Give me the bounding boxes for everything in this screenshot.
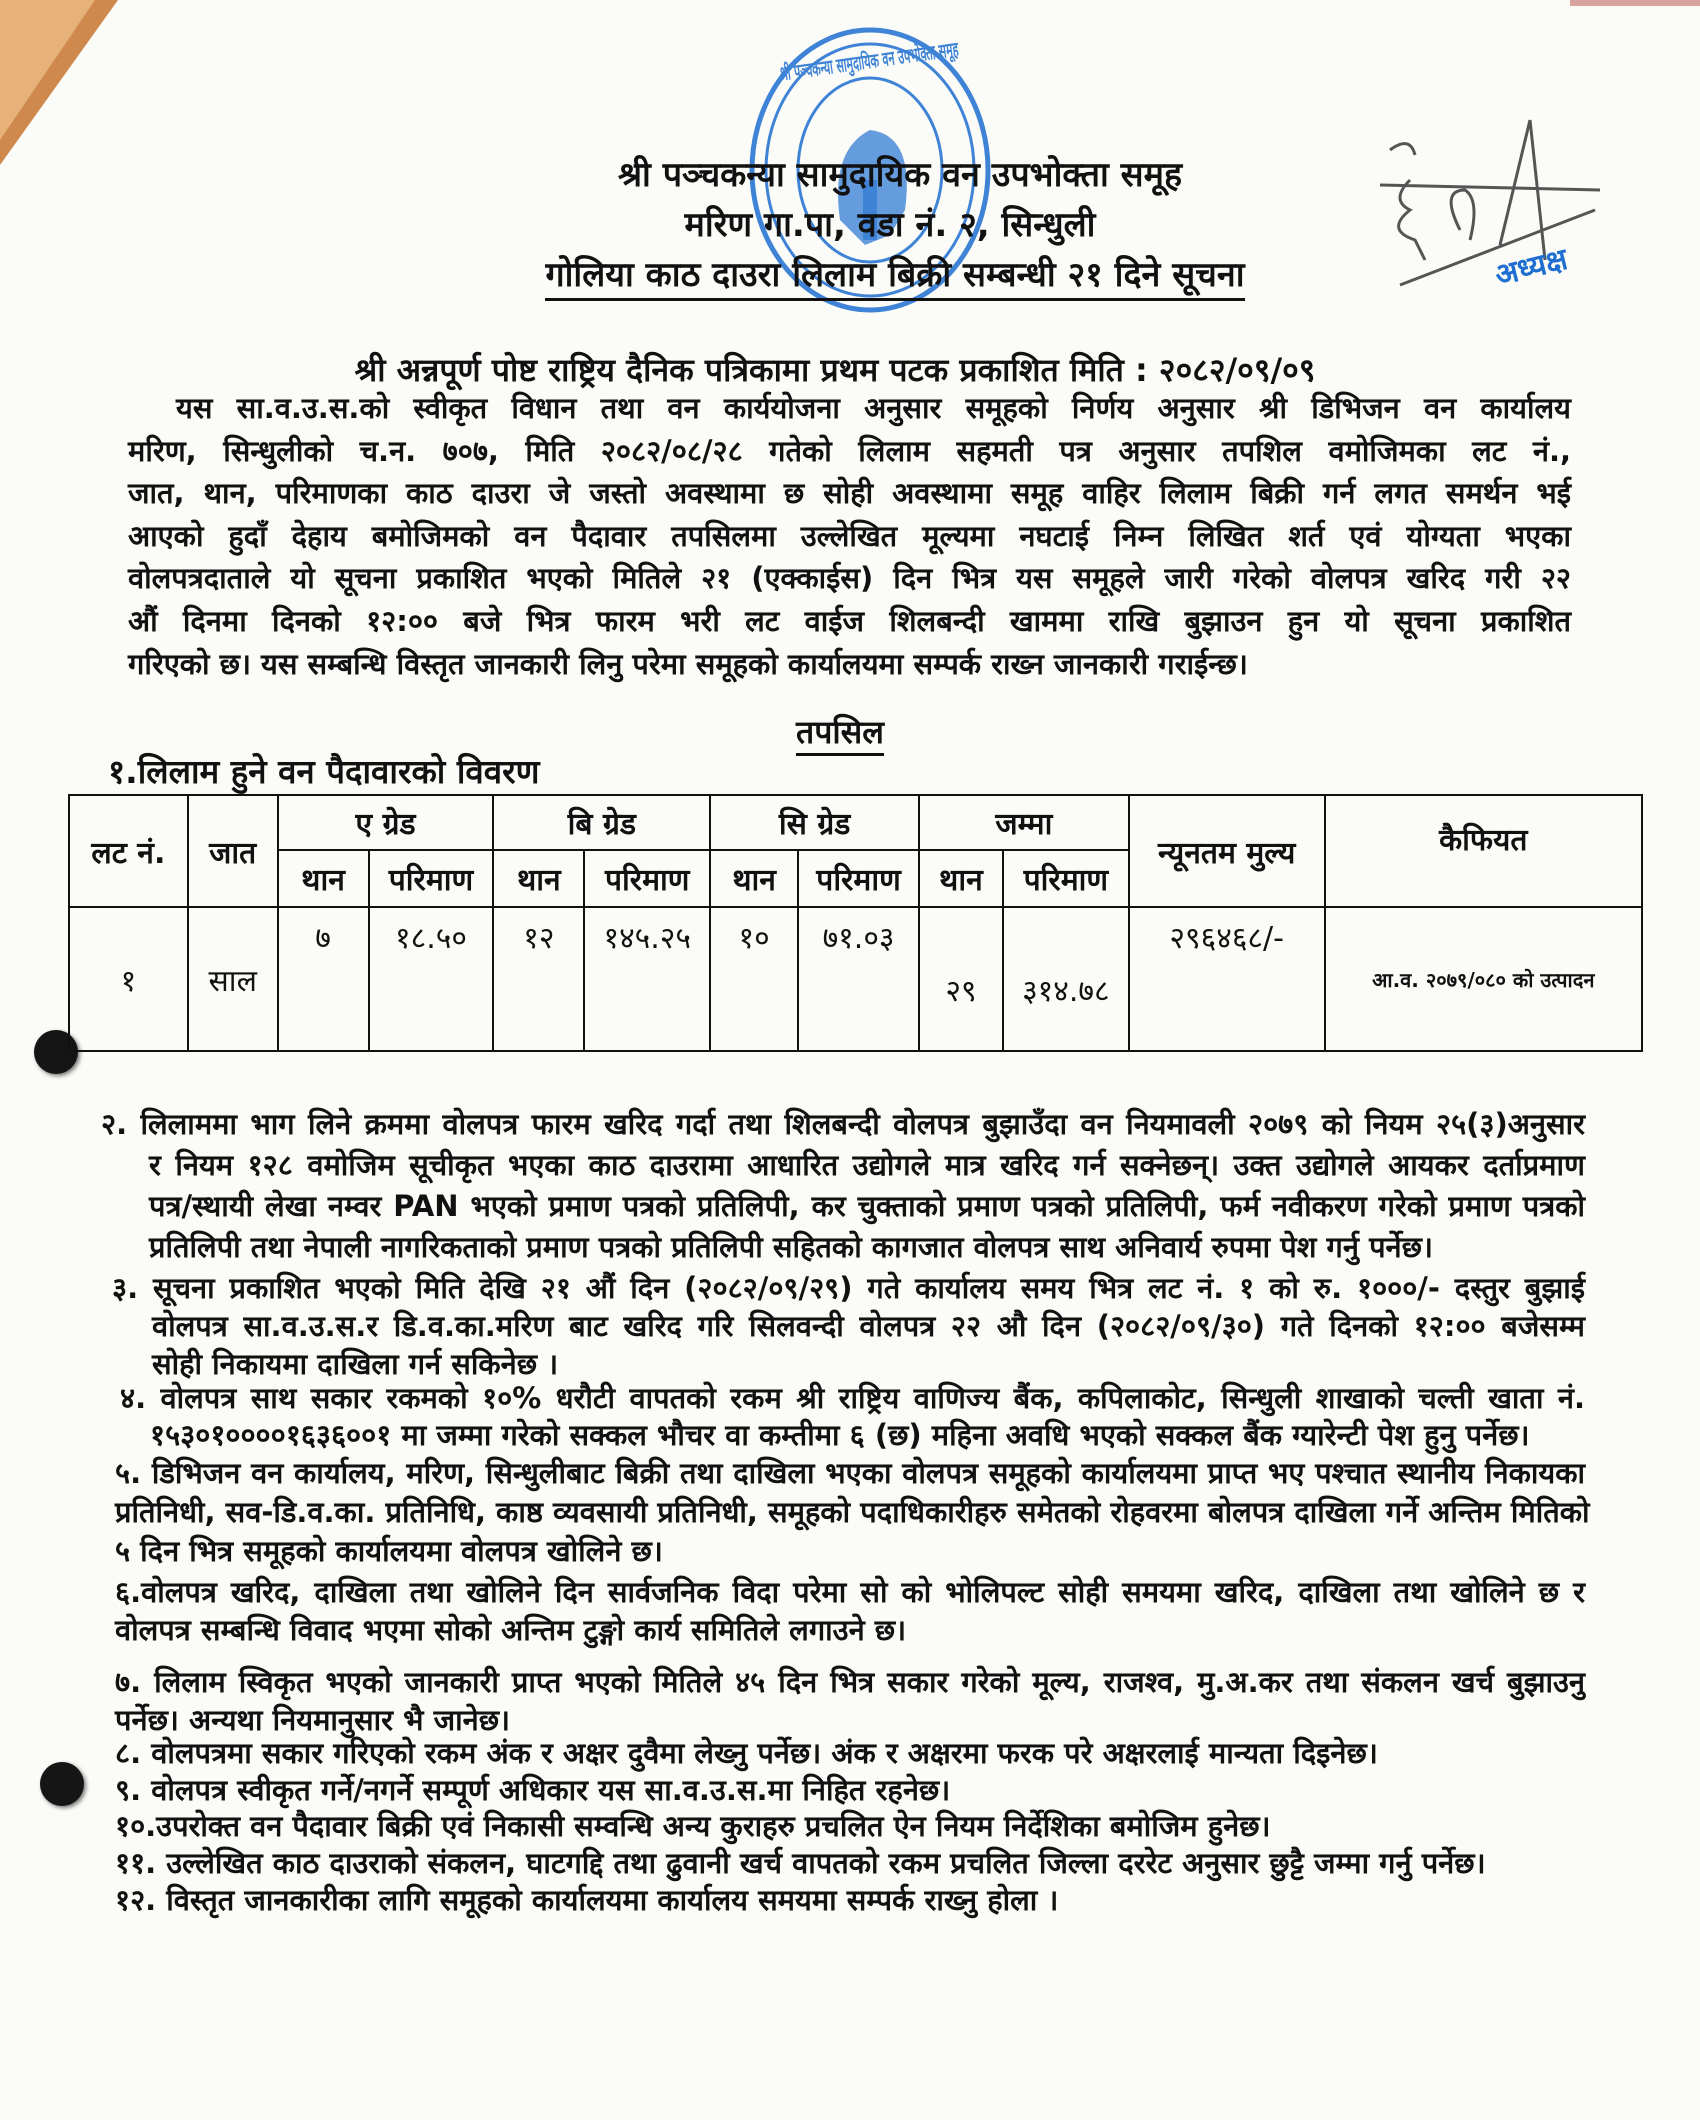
cell-b-pieces: १२ — [493, 907, 584, 1051]
condition-line: ३. सूचना प्रकाशित भएको मिति देखि २१ औं दिन (२०८२/०९/२९) गते कार्यालय समय भित्र लट नं. १ को रु. १०००/- दस्तुर बुझाई — [112, 1271, 1585, 1305]
col-b-volume: परिमाण — [584, 850, 710, 907]
publication-line-text: श्री अन्नपूर्ण पोष्ट राष्ट्रिय दैनिक पत्रिकामा प्रथम पटक प्रकाशित मिति : २०८२/०९/०९ — [354, 351, 1316, 389]
condition-line: सोही निकायमा दाखिला गर्न सकिनेछ । — [152, 1347, 559, 1381]
notice-title — [0, 250, 1700, 301]
intro-line: मरिण, सिन्धुलीको च.न. ७०७, मिति २०८२/०८/२८ गतेको लिलाम सहमती पत्र अनुसार तपशिल वमोजिमका लट नं., — [128, 433, 1571, 468]
cell-species: साल — [188, 907, 278, 1051]
intro-line: यस सा.व.उ.स.को स्वीकृत विधान तथा वन कार्ययोजना अनुसार समूहको निर्णय अनुसार श्री डिभिजन वन कार्यालय — [176, 391, 1571, 425]
condition-line: वोलपत्र सा.व.उ.स.र डि.व.का.मरिण बाट खरिद गरि सिलवन्दी वोलपत्र २२ औ दिन (२०८२/०९/३०) गते दिनको १२:०० बजेसम्म — [152, 1309, 1585, 1343]
condition-line: ९. वोलपत्र स्वीकृत गर्ने/नगर्ने सम्पूर्ण अधिकार यस सा.व.उ.स.मा निहित रहनेछ। — [115, 1773, 951, 1807]
col-species: जात — [188, 795, 278, 907]
col-remarks: कैफियत — [1325, 795, 1642, 907]
col-total: जम्मा — [919, 795, 1129, 850]
forest-products-table — [68, 794, 1643, 1052]
col-lot-no: लट नं. — [69, 795, 188, 907]
condition-line: २. लिलाममा भाग लिने क्रममा वोलपत्र फारम खरिद गर्दा तथा शिलबन्दी वोलपत्र बुझाउँदा वन नियमावली २०७९ को नियम २५(३)अनुसार — [101, 1107, 1585, 1141]
condition-line: ११. उल्लेखित काठ दाउराको संकलन, घाटगद्दि तथा ढुवानी खर्च वापतको रकम प्रचलित जिल्ला दररेट अनुसार छुट्टै जम्मा गर्नु पर्नेछ। — [115, 1846, 1486, 1880]
cell-lot-no: १ — [69, 907, 188, 1051]
col-c-pieces: थान — [710, 850, 798, 907]
cell-c-volume: ७१.०३ — [798, 907, 919, 1051]
col-total-volume: परिमाण — [1003, 850, 1129, 907]
col-c-volume: परिमाण — [798, 850, 919, 907]
punch-hole — [40, 1762, 84, 1806]
col-a-pieces: थान — [278, 850, 369, 907]
condition-line: ६.वोलपत्र खरिद, दाखिला तथा खोलिने दिन सार्वजनिक विदा परेमा सो को भोलिपल्ट सोही समयमा खरिद, दाखिला तथा खोलिने छ र — [115, 1575, 1585, 1609]
cell-a-pieces: ७ — [278, 907, 369, 1051]
schedule-heading — [0, 710, 1700, 753]
cell-a-volume: १८.५० — [369, 907, 494, 1051]
intro-line: जात, थान, परिमाणका काठ दाउरा जे जस्तो अवस्थामा छ सोही अवस्थामा समूह वाहिर लिलाम बिक्री गर्न लगत समर्थन भई — [128, 476, 1571, 511]
condition-line: ८. वोलपत्रमा सकार गरिएको रकम अंक र अक्षर दुवैमा लेख्नु पर्नेछ। अंक र अक्षरमा फरक परे अक्षरलाई मान्यता दिइनेछ। — [115, 1736, 1378, 1770]
section-heading: १.लिलाम हुने वन पैदावारको विवरण — [108, 752, 540, 791]
cell-total-pieces: २९ — [919, 907, 1003, 1051]
org-name-text: श्री पञ्चकन्या सामुदायिक वन उपभोक्ता समूह — [617, 155, 1182, 195]
notice-title-text: गोलिया काठ दाउरा लिलाम बिक्री सम्बन्धी २१ दिने सूचना — [545, 250, 1244, 301]
edge-mark — [1570, 0, 1700, 6]
col-min-price: न्यूनतम मुल्य — [1129, 795, 1325, 907]
condition-line: ५. डिभिजन वन कार्यालय, मरिण, सिन्धुलीबाट बिक्री तथा दाखिला भएका वोलपत्र समूहको कार्यालयमा प्राप्त भए पश्चात स्थानीय निकायका — [115, 1456, 1585, 1490]
intro-line: आएको हुदाँ देहाय बमोजिमको वन पैदावार तपसिलमा उल्लेखित मूल्यमा नघटाई निम्न लिखित शर्त एवं योग्यता भएका — [128, 518, 1571, 553]
col-grade-a: ए ग्रेड — [278, 795, 494, 850]
condition-line: १०.उपरोक्त वन पैदावार बिक्री एवं निकासी सम्वन्धि अन्य कुराहरु प्रचलित ऐन नियम निर्देशिका बमोजिम हुनेछ। — [115, 1809, 1271, 1843]
col-a-volume: परिमाण — [369, 850, 494, 907]
cell-min-price: २९६४६८/- — [1129, 907, 1325, 1051]
condition-line: १२. विस्तृत जानकारीका लागि समूहको कार्यालयमा कार्यालय समयमा सम्पर्क राख्नु होला । — [115, 1883, 1059, 1917]
col-grade-b: बि ग्रेड — [493, 795, 710, 850]
condition-line: प्रतिनिधी, सव-डि.व.का. प्रतिनिधि, काष्ठ व्यवसायी प्रतिनिधी, समूहको पदाधिकारीहरु समेतको रोहवरमा बोलपत्र दाखिला गर्ने अन्तिम मितिको — [115, 1495, 1590, 1529]
condition-line: ५ दिन भित्र समूहको कार्यालयमा वोलपत्र खोलिने छ। — [115, 1534, 663, 1568]
col-grade-c: सि ग्रेड — [710, 795, 919, 850]
cell-total-volume: ३१४.७८ — [1003, 907, 1129, 1051]
condition-line: ४. वोलपत्र साथ सकार रकमको १०% धरौटी वापतको रकम श्री राष्ट्रिय वाणिज्य बैंक, कपिलाकोट, सिन्धुली शाखाको चल्ती खाता नं. — [120, 1381, 1585, 1415]
intro-line: औं दिनमा दिनको १२:०० बजे भित्र फारम भरी लट वाईज शिलबन्दी खाममा राखि बुझाउन हुन यो सूचना प्रकाशित — [128, 604, 1571, 638]
condition-line: प्रतिलिपी तथा नेपाली नागरिकताको प्रमाण पत्रको प्रतिलिपी सहितको कागजात वोलपत्र साथ अनिवार्य रुपमा पेश गर्नु पर्नेछ। — [149, 1230, 1433, 1264]
org-address-text: मरिण गा.पा, वडा नं. २, सिन्धुली — [684, 205, 1096, 245]
condition-line: पत्र/स्थायी लेखा नम्वर PAN भएको प्रमाण पत्रको प्रतिलिपी, कर चुक्ताको प्रमाण पत्रको प्रतिलिपी, फर्म नवीकरण गरेको प्रमाण पत्रको — [149, 1189, 1585, 1223]
cell-b-volume: १४५.२५ — [584, 907, 710, 1051]
condition-line: वोलपत्र सम्बन्धि विवाद भएमा सोको अन्तिम टुङ्गो कार्य समितिले लगाउने छ। — [115, 1613, 907, 1647]
cell-remarks: आ.व. २०७९/०८० को उत्पादन — [1325, 907, 1642, 1051]
condition-line: ७. लिलाम स्विकृत भएको जानकारी प्राप्त भएको मितिले ४५ दिन भित्र सकार गरेको मूल्य, राजश्व, मु.अ.कर तथा संकलन खर्च बुझाउनु — [115, 1665, 1585, 1699]
table-header-row — [69, 795, 1642, 850]
col-b-pieces: थान — [493, 850, 584, 907]
table-row — [69, 907, 1642, 1051]
condition-line: र नियम १२८ वमोजिम सूचीकृत भएका काठ दाउरामा आधारित उद्योगले मात्र खरिद गर्न सक्नेछन्। उक्त उद्योगले आयकर दर्ताप्रमाण — [149, 1148, 1585, 1182]
condition-line: १५३०१००००१६३६००१ मा जम्मा गरेको सक्कल भौचर वा कम्तीमा ६ (छ) महिना अवधि भएको सक्कल बैंक ग्यारेन्टी पेश हुनु पर्नेछ। — [150, 1418, 1530, 1452]
publication-line — [0, 348, 1700, 391]
col-total-pieces: थान — [919, 850, 1003, 907]
cell-c-pieces: १० — [710, 907, 798, 1051]
org-address — [0, 200, 1700, 246]
intro-line: गरिएको छ। यस सम्बन्धि विस्तृत जानकारी लिनु परेमा समूहको कार्यालयमा सम्पर्क राख्न जानकारी गराईन्छ। — [128, 646, 1248, 681]
intro-line: वोलपत्रदाताले यो सूचना प्रकाशित भएको मितिले २१ (एक्काईस) दिन भित्र यस समूहले जारी गरेको वोलपत्र खरिद गरी २२ — [128, 561, 1571, 596]
stamp-text: श्री पञ्चकन्या सामुदायिक वन उपभोक्ता समूह — [778, 15, 1111, 86]
signature-title: अध्यक्ष — [1491, 241, 1572, 294]
paper-corner-fold-inner — [0, 0, 95, 140]
condition-line: पर्नेछ। अन्यथा नियमानुसार भै जानेछ। — [115, 1703, 511, 1737]
schedule-heading-text: तपसिल — [796, 713, 884, 756]
org-name — [0, 150, 1700, 196]
